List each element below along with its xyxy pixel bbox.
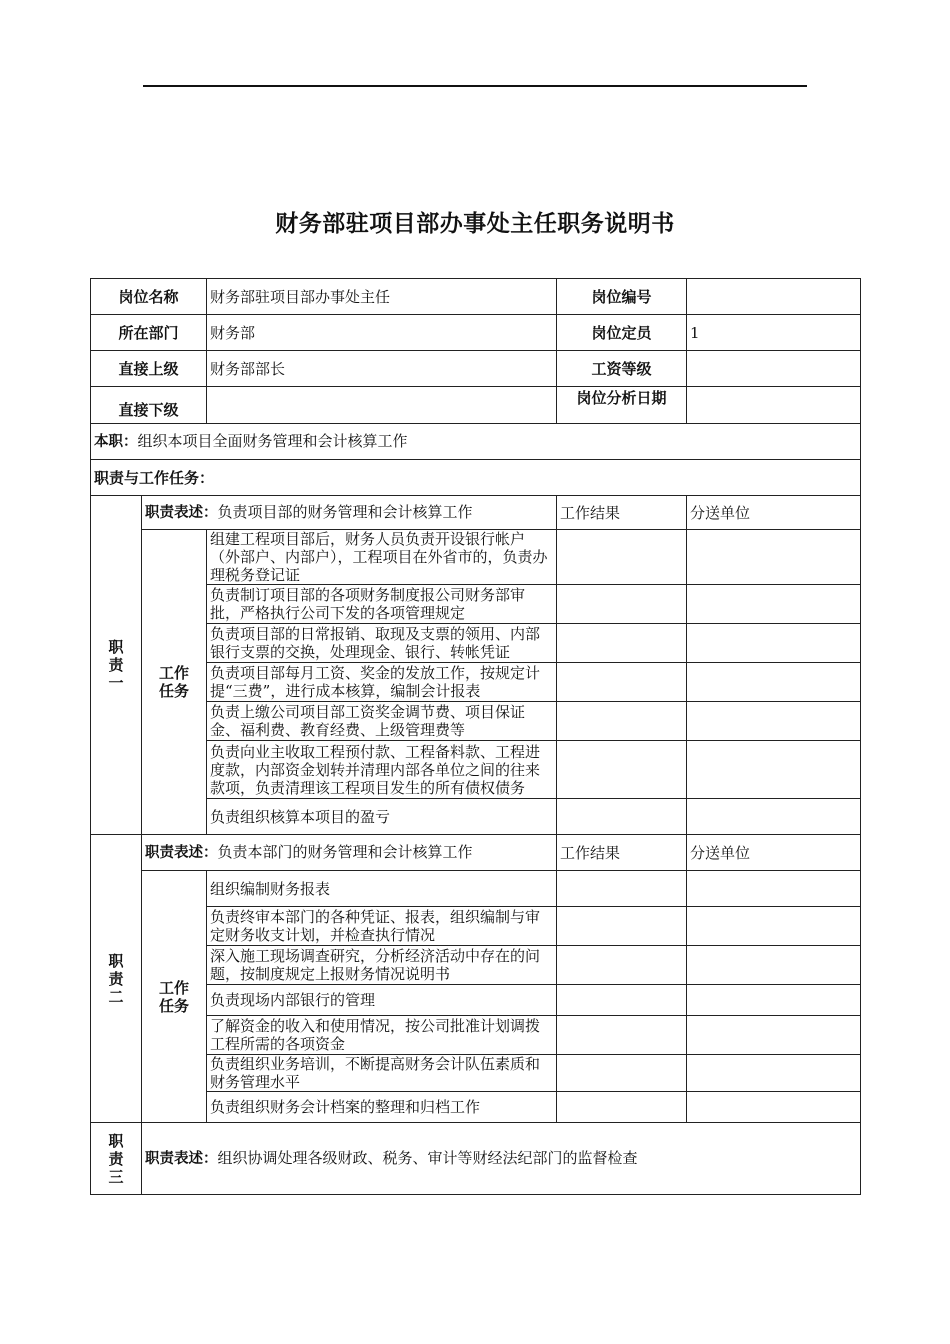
duty1-task-6-result xyxy=(557,741,687,799)
post-code-label: 岗位编号 xyxy=(557,279,687,315)
duty2-desc-text: 负责本部门的财务管理和会计核算工作 xyxy=(217,843,473,861)
dept-label: 所在部门 xyxy=(91,315,207,351)
duty1-task-5-result xyxy=(557,702,687,741)
subordinate-label: 直接下级 xyxy=(91,387,207,424)
main-duty-label: 本职： xyxy=(94,434,138,450)
duty1-task-4-result xyxy=(557,663,687,702)
duty1-result-header: 工作结果 xyxy=(557,496,687,530)
duty1-task-7: 负责组织核算本项目的盈亏 xyxy=(207,799,557,835)
duty1-task-2-dest xyxy=(687,585,861,624)
duty1-task-7-result xyxy=(557,799,687,835)
info-row-3 xyxy=(91,351,861,387)
header-rule xyxy=(143,85,807,87)
post-name-value: 财务部驻项目部办事处主任 xyxy=(207,279,557,315)
duty3-row xyxy=(91,1123,861,1195)
duty2-task-2-result xyxy=(557,907,687,946)
duty1-task-1: 组建工程项目部后，财务人员负责开设银行帐户（外部户、内部户），工程项目在外省市的，负责办理税务登记证 xyxy=(207,530,557,585)
duty1-task-row xyxy=(91,741,861,799)
superior-value: 财务部部长 xyxy=(207,351,557,387)
duty2-task-5-result xyxy=(557,1016,687,1055)
superior-label: 直接上级 xyxy=(91,351,207,387)
duty1-desc-label: 职责表述： xyxy=(145,505,218,521)
duty2-task-6-dest xyxy=(687,1055,861,1092)
duty3-desc-text: 组织协调处理各级财政、税务、审计等财经法纪部门的监督检查 xyxy=(217,1149,638,1167)
duty1-desc-text: 负责项目部的财务管理和会计核算工作 xyxy=(217,503,473,521)
grade-label: 工资等级 xyxy=(557,351,687,387)
duty2-task-2-dest xyxy=(687,907,861,946)
duty1-task-row xyxy=(91,663,861,702)
duty3-side-label: 职 责 三 xyxy=(91,1123,142,1195)
duty2-task-6-result xyxy=(557,1055,687,1092)
duty2-task-row xyxy=(91,1092,861,1123)
duty1-task-label: 工作 任务 xyxy=(142,530,207,835)
duty1-task-row xyxy=(91,530,861,585)
duty2-task-1: 组织编制财务报表 xyxy=(207,871,557,907)
duty1-task-3-result xyxy=(557,624,687,663)
duty1-task-row xyxy=(91,624,861,663)
duties-header: 职责与工作任务： xyxy=(91,460,861,496)
duty1-task-1-dest xyxy=(687,530,861,585)
analysis-date-label: 岗位分析日期 xyxy=(557,387,687,424)
headcount-label: 岗位定员 xyxy=(557,315,687,351)
duties-header-row xyxy=(91,460,861,496)
subordinate-value xyxy=(207,387,557,424)
post-name-label: 岗位名称 xyxy=(91,279,207,315)
grade-value xyxy=(687,351,861,387)
info-row-1 xyxy=(91,279,861,315)
duty1-side-label: 职 责 一 xyxy=(91,496,142,835)
duty2-task-3-result xyxy=(557,946,687,985)
duty2-task-3-dest xyxy=(687,946,861,985)
duty2-task-label: 工作 任务 xyxy=(142,871,207,1123)
main-duty-text: 组织本项目全面财务管理和会计核算工作 xyxy=(137,432,408,450)
duty2-desc-label: 职责表述： xyxy=(145,845,218,861)
job-description-table xyxy=(90,278,861,1195)
duty2-task-4-result xyxy=(557,985,687,1016)
duty3-desc-cell xyxy=(142,1123,861,1195)
duty1-task-7-dest xyxy=(687,799,861,835)
document-title: 财务部驻项目部办事处主任职务说明书 xyxy=(275,211,675,237)
duty2-task-row xyxy=(91,1016,861,1055)
duty1-task-3-dest xyxy=(687,624,861,663)
duty2-task-3: 深入施工现场调查研究，分析经济活动中存在的问题，按制度规定上报财务情况说明书 xyxy=(207,946,557,985)
dept-value: 财务部 xyxy=(207,315,557,351)
duty2-task-row xyxy=(91,907,861,946)
duty1-desc-cell xyxy=(142,496,557,530)
main-duty-cell xyxy=(91,424,861,460)
duty2-desc-row xyxy=(91,835,861,871)
duty1-task-row xyxy=(91,702,861,741)
duty2-task-4: 负责现场内部银行的管理 xyxy=(207,985,557,1016)
duty1-task-6: 负责向业主收取工程预付款、工程备料款、工程进度款，内部资金划转并清理内部各单位之间的往来款项，负责清理该工程项目发生的所有债权债务 xyxy=(207,741,557,799)
duty2-task-row xyxy=(91,946,861,985)
duty1-task-row xyxy=(91,585,861,624)
duty1-task-4: 负责项目部每月工资、奖金的发放工作，按规定计提“三费”，进行成本核算，编制会计报表 xyxy=(207,663,557,702)
duty2-side-label: 职 责 二 xyxy=(91,835,142,1123)
duty1-desc-row xyxy=(91,496,861,530)
duty1-task-6-dest xyxy=(687,741,861,799)
duty2-task-row xyxy=(91,985,861,1016)
duty2-task-1-dest xyxy=(687,871,861,907)
duty1-task-2-result xyxy=(557,585,687,624)
duty2-task-row xyxy=(91,1055,861,1092)
duty1-task-3: 负责项目部的日常报销、取现及支票的领用、内部银行支票的交换，处理现金、银行、转帐凭证 xyxy=(207,624,557,663)
duty2-desc-cell xyxy=(142,835,557,871)
duty2-task-1-result xyxy=(557,871,687,907)
duty2-task-6: 负责组织业务培训，不断提高财务会计队伍素质和财务管理水平 xyxy=(207,1055,557,1092)
duty2-task-row xyxy=(91,871,861,907)
duty1-task-2: 负责制订项目部的各项财务制度报公司财务部审批，严格执行公司下发的各项管理规定 xyxy=(207,585,557,624)
duty3-desc-label: 职责表述： xyxy=(145,1151,218,1167)
duty2-task-2: 负责终审本部门的各种凭证、报表，组织编制与审定财务收支计划，并检查执行情况 xyxy=(207,907,557,946)
post-code-value xyxy=(687,279,861,315)
duty2-task-7-dest xyxy=(687,1092,861,1123)
duty2-result-header: 工作结果 xyxy=(557,835,687,871)
duty1-task-1-result xyxy=(557,530,687,585)
duty1-task-5-dest xyxy=(687,702,861,741)
duty2-task-5: 了解资金的收入和使用情况，按公司批准计划调拨工程所需的各项资金 xyxy=(207,1016,557,1055)
duty2-task-7: 负责组织财务会计档案的整理和归档工作 xyxy=(207,1092,557,1123)
duty1-task-row xyxy=(91,799,861,835)
info-row-2 xyxy=(91,315,861,351)
analysis-date-value xyxy=(687,387,861,424)
duty1-task-4-dest xyxy=(687,663,861,702)
duty2-dest-header: 分送单位 xyxy=(687,835,861,871)
headcount-value: 1 xyxy=(687,315,861,351)
duty2-task-7-result xyxy=(557,1092,687,1123)
main-duty-row xyxy=(91,424,861,460)
info-row-4 xyxy=(91,387,861,424)
duty1-dest-header: 分送单位 xyxy=(687,496,861,530)
duty1-task-5: 负责上缴公司项目部工资奖金调节费、项目保证金、福利费、教育经费、上级管理费等 xyxy=(207,702,557,741)
duty2-task-5-dest xyxy=(687,1016,861,1055)
duty2-task-4-dest xyxy=(687,985,861,1016)
